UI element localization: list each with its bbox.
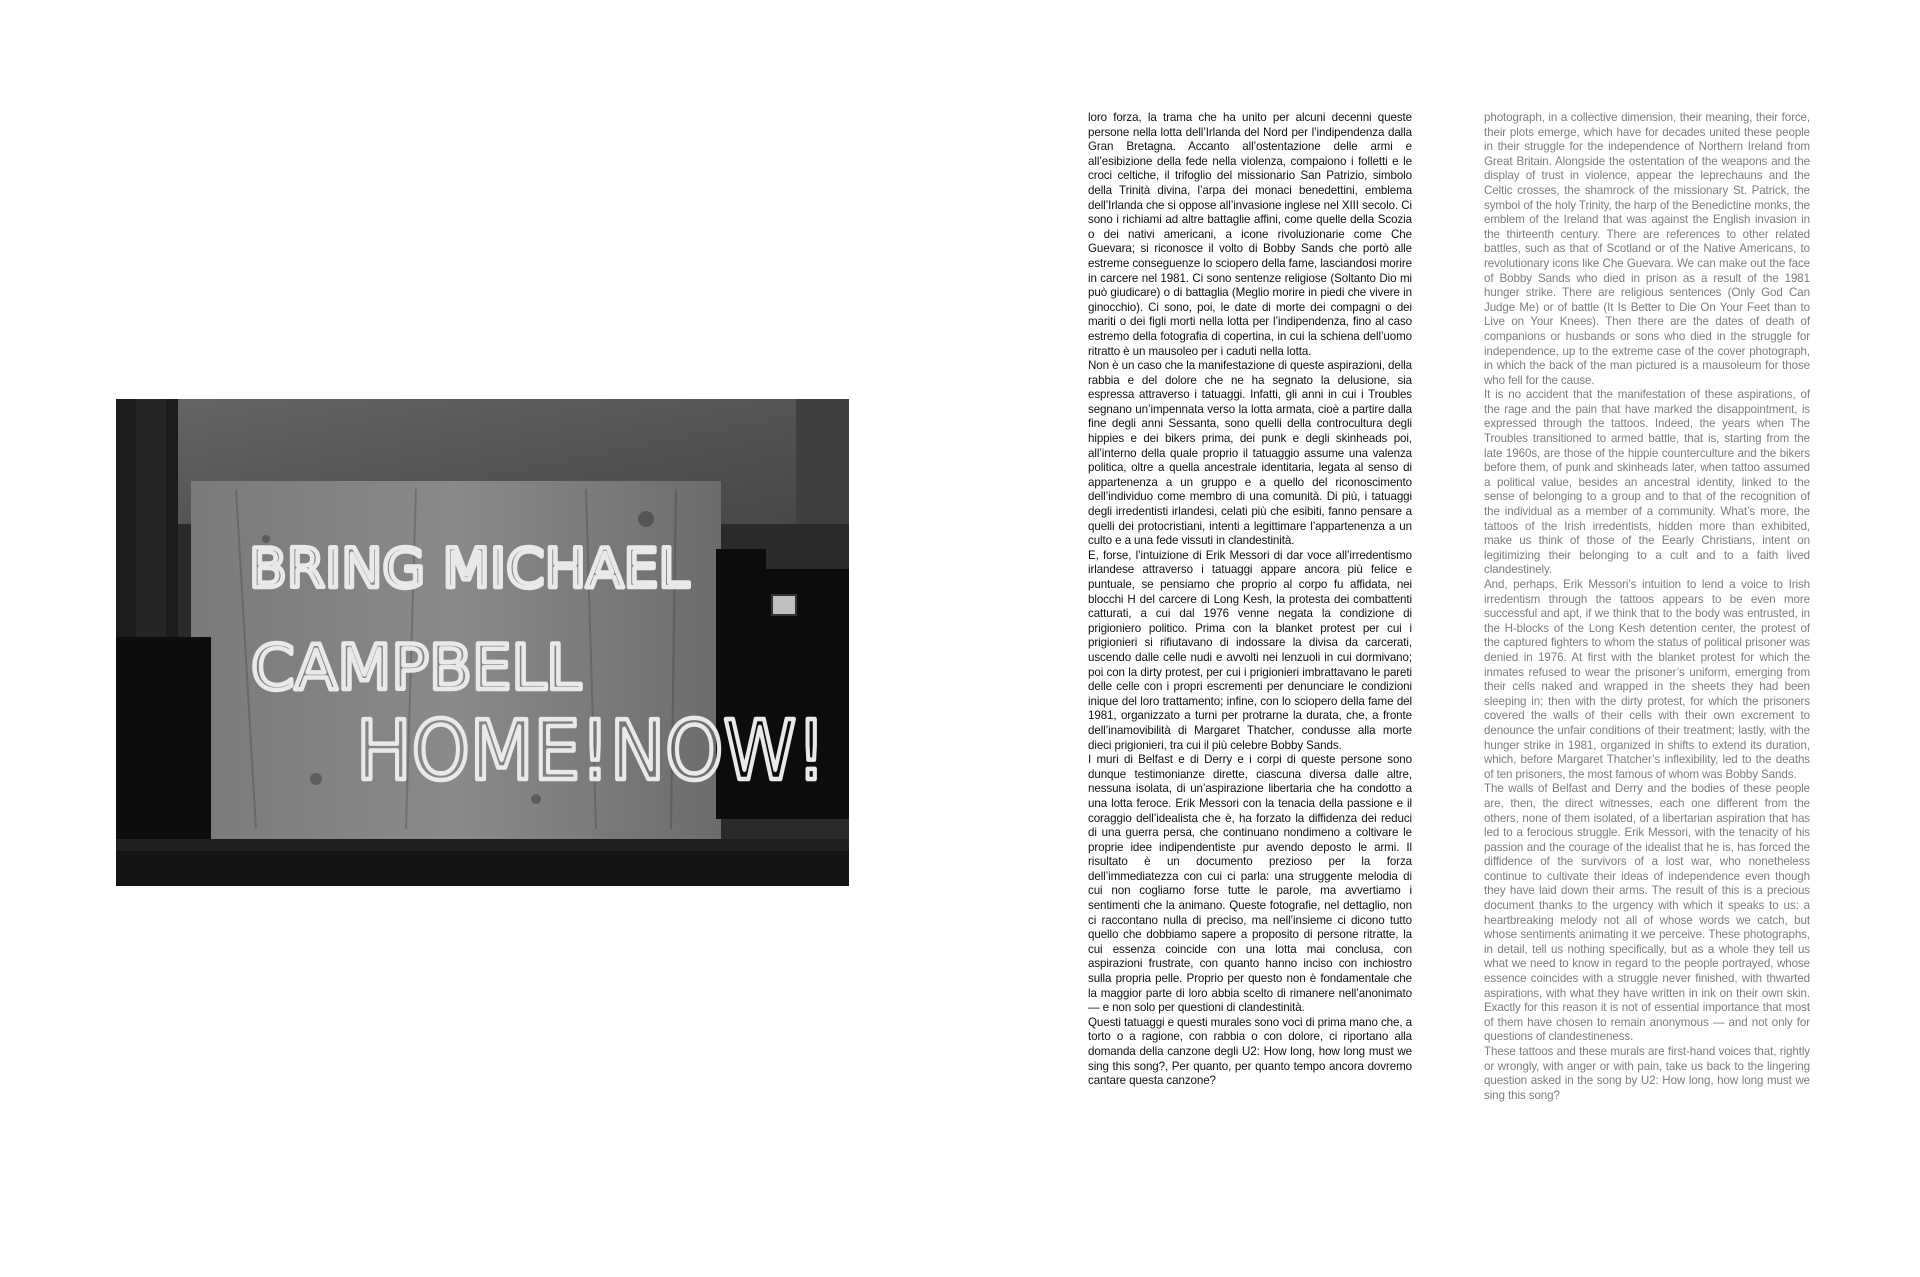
italian-text-column: [1088, 111, 1412, 1089]
english-text-column: [1484, 111, 1810, 1103]
english-paragraph: And, perhaps, Erik Messori’s intuition to lend a voice to Irish irredentism through the tattoos appears to be even more successful and apt, if we think that to the body was entrusted, in the H-blocks of the Long Kesh detention center, the protest of the captured fighters to whom the status of political prisoner was denied in 1976. At first with the blanket protest for which the inmates refused to wear the prisoner’s uniform, emerging from their cells naked and wrapped in the sheets they had been sleeping in; then with the dirty protest, for which the prisoners covered the walls of their cells with their own excrement to denounce the unfair conditions of their treatment; lastly, with the hunger strike in 1981, organized in shifts to extend its duration, which, before Margaret Thatcher’s inflexibility, led to the deaths of ten prisoners, the most famous of whom was Bobby Sands.: [1484, 578, 1810, 781]
graffiti-line-2: CAMPBELL: [251, 631, 582, 704]
graffiti-line-3: HOME!NOW!: [356, 704, 826, 799]
english-paragraph: photograph, in a collective dimension, their meaning, their force, their plots emerge, which have for decades united these people in their struggle for the independence of Northern Ireland from Great Britain. Alongside the ostentation of the weapons and the display of trust in violence, appear the leprechauns and the Celtic crosses, the shamrock of the missionary St. Patrick, the symbol of the holy Trinity, the harp of the Benedictine monks, the emblem of the Ireland that was against the English invasion in the thirteenth century. There are references to other related battles, such as that of Scotland or of the Native Americans, to revolutionary icons like Che Guevara. We can make out the face of Bobby Sands who died in prison as a result of the 1981 hunger strike. There are religious sentences (Only God Can Judge Me) or of battle (It Is Better to Die On Your Feet than to Live on Your Knees). Then there are the dates of death of companions or husbands or sons who died in the struggle for independence, up to the extreme case of the cover photograph, in which the back of the man pictured is a mausoleum for those who fell for the cause.: [1484, 111, 1810, 387]
graffiti-photo: [116, 399, 849, 886]
italian-paragraph: Questi tatuaggi e questi murales sono voci di prima mano che, a torto o a ragione, con rabbia o con dolore, ci riportano alla domanda della canzone degli U2: How long, how long must we sing this song?, Per quanto, per quanto tempo ancora dovremo cantare questa canzone?: [1088, 1015, 1412, 1088]
italian-paragraph: loro forza, la trama che ha unito per alcuni decenni queste persone nella lotta dell’Irlanda del Nord per l’indipendenza dalla Gran Bretagna. Accanto all’ostentazione delle armi e all’esibizione della fede nella violenza, compaiono i folletti e le croci celtiche, il trifoglio del missionario San Patrizio, simbolo della Trinità divina, l’arpa dei monaci benedettini, emblema dell’Irlanda che si oppose all’invasione inglese nel XIII secolo. Ci sono i richiami ad altre battaglie affini, come quelle della Scozia o dei nativi americani, a icone rivoluzionarie come Che Guevara; si riconosce il volto di Bobby Sands che portò alle estreme conseguenze lo sciopero della fame, lasciandosi morire in carcere nel 1981. Ci sono sentenze religiose (Soltanto Dio mi può giudicare) o di battaglia (Meglio morire in piedi che vivere in ginocchio). Ci sono, poi, le date di morte dei compagni o dei mariti o dei figli morti nella lotta per l’indipendenza, fino al caso estremo della fotografia di copertina, in cui la schiena dell’uomo ritratto è un mausoleo per i caduti nella lotta.: [1088, 111, 1412, 358]
english-paragraph: The walls of Belfast and Derry and the bodies of these people are, then, the direct witnesses, each one different from the others, none of them isolated, of a libertarian aspiration that has led to a ferocious struggle. Erik Messori, with the tenacity of his passion and the courage of the idealist that he is, has forced the diffidence of the survivors of a lost war, who nonetheless continue to cultivate their ideas of independence even though they have laid down their arms. The result of this is a precious document thanks to the urgency with which it speaks to us: a heartbreaking melody not all of whose words we catch, but whose sentiments animating it we perceive. These photographs, in detail, tell us nothing specifically, but as a whole they tell us what we need to know in regard to the people portrayed, whose essence coincides with a struggle never finished, with thwarted aspirations, with what they have written in ink on their own skin. Exactly for this reason it is not of essential importance that most of them have chosen to remain anonymous — and not only for questions of clandestineness.: [1484, 782, 1810, 1044]
english-paragraph: It is no accident that the manifestation of these aspirations, of the rage and the pain that have marked the disappointment, is expressed through the tattoos. Indeed, the years when The Troubles transitioned to armed battle, that is, starting from the late 1960s, are those of the hippie counterculture and the bikers before them, of punk and skinheads later, when tattoo assumed a political value, besides an ancestral identity, linked to the sense of belonging to a group and to that of the recognition of the individual as a member of a community. What’s more, the tattoos of the Irish irredentists, hidden more than exhibited, make us think of those of the Eearly Christians, intent on legitimizing their belonging to a cult and to a faith lived clandestinely.: [1484, 388, 1810, 577]
graffiti-line-1: BRING MICHAEL: [249, 537, 689, 600]
italian-paragraph: E, forse, l’intuizione di Erik Messori di dar voce all’irredentismo irlandese attraverso i tatuaggi appare ancora più felice e puntuale, se pensiamo che proprio al corpo fu affidata, nei blocchi H del carcere di Long Kesh, la protesta dei combattenti catturati, a cui dal 1976 venne negata la condizione di prigioniero politico. Prima con la blanket protest per cui i prigionieri si rifiutavano di indossare la divisa da carcerati, uscendo dalle celle nudi e avvolti nei lenzuoli in cui dormivano; poi con la dirty protest, per cui i prigionieri imbrattavano le pareti delle celle con i propri escrementi per denunciare le condizioni inique del loro trattamento; infine, con lo sciopero della fame del 1981, organizzato a turni per protrarne la durata, che, a fronte dell’inamovibilità di Margaret Thatcher, condusse alla morte dieci prigionieri, tra cui il più celebre Bobby Sands.: [1088, 548, 1412, 752]
english-paragraph: These tattoos and these murals are first-hand voices that, rightly or wrongly, with anger or with pain, take us back to the lingering question asked in the song by U2: How long, how long must we sing this song?: [1484, 1045, 1810, 1102]
italian-paragraph: Non è un caso che la manifestazione di queste aspirazioni, della rabbia e del dolore che ne ha segnato la delusione, sia espressa attraverso i tatuaggi. Infatti, gli anni in cui i Troubles segnano un’impennata verso la lotta armata, cioè a partire dalla fine degli anni Sessanta, sono quelli della controcultura degli hippies e dei bikers prima, dei punk e degli skinheads poi, all’interno della quale proprio il tatuaggio assume una valenza politica, oltre a quella ancestrale identitaria, legata al senso di appartenenza a un gruppo e a quello del riconoscimento dell’individuo come membro di una comunità. Di più, i tatuaggi degli irredentisti irlandesi, celati più che esibiti, fanno pensare a quelli dei protocristiani, intenti a legittimare l’appartenenza a un culto e a una fede vissuti in clandestinità.: [1088, 359, 1412, 548]
italian-paragraph: I muri di Belfast e di Derry e i corpi di queste persone sono dunque testimonianze dirette, ciascuna diversa dalle altre, nessuna isolata, di un’aspirazione libertaria che ha condotto a una lotta feroce. Erik Messori con la tenacia della passione e il coraggio dell’idealista che è, ha forzato la diffidenza dei reduci di una guerra persa, che continuano nondimeno a coltivare le proprie idee indipendentiste pur avendo deposto le armi. Il risultato è un documento prezioso per la forza dell’immediatezza con cui ci parla: una struggente melodia di cui non cogliamo forse tutte le parole, ma avvertiamo i sentimenti che la animano. Queste fotografie, nel dettaglio, non ci raccontano nulla di preciso, ma nell’insieme ci dicono tutto quello che dobbiamo sapere a proposito di persone ritratte, la cui essenza coincide con una lotta mai conclusa, con aspirazioni frustrate, con quanto hanno inciso con inchiostro sulla propria pelle. Proprio per questo non è fondamentale che la maggior parte di loro abbia scelto di rimanere nell’anonimato — e non solo per questioni di clandestinità.: [1088, 753, 1412, 1015]
